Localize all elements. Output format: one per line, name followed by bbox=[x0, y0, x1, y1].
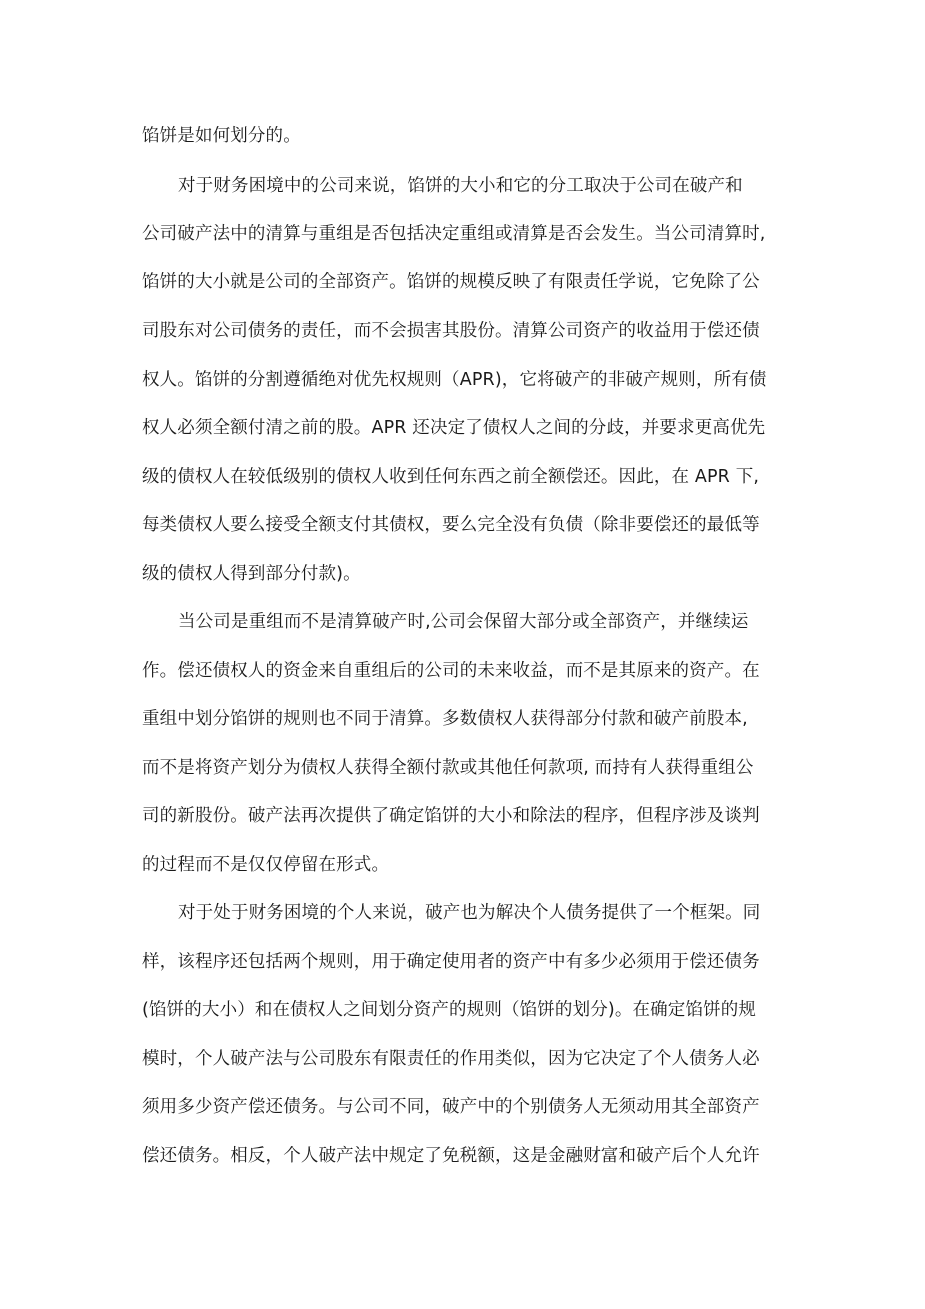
text-line: 权人必须全额付清之前的股。APR 还决定了债权人之间的分歧，并要求更高优先 bbox=[142, 418, 766, 438]
text-line: 馅饼的大小就是公司的全部资产。馅饼的规模反映了有限责任学说，它免除了公 bbox=[142, 272, 760, 292]
text-line: 而不是将资产划分为债权人获得全额付款或其他任何款项, 而持有人获得重组公 bbox=[142, 758, 754, 778]
text-line: 须用多少资产偿还债务。与公司不同，破产中的个别债务人无须动用其全部资产 bbox=[142, 1097, 760, 1117]
text-line: (馅饼的大小）和在债权人之间划分资产的规则（馅饼的划分)。在确定馅饼的规 bbox=[142, 1000, 757, 1020]
text-line: 的过程而不是仅仅停留在形式。 bbox=[142, 855, 390, 875]
text-line: 作。偿还债权人的资金来自重组后的公司的未来收益，而不是其原来的资产。在 bbox=[142, 661, 760, 681]
text-line: 馅饼是如何划分的。 bbox=[142, 126, 301, 146]
text-line: 级的债权人得到部分付款)。 bbox=[142, 564, 361, 584]
text-line: 模时，个人破产法与公司股东有限责任的作用类似，因为它决定了个人债务人必 bbox=[142, 1049, 760, 1069]
paragraph-first-line: 对于财务困境中的公司来说，馅饼的大小和它的分工取决于公司在破产和 bbox=[178, 176, 743, 196]
text-line: 重组中划分馅饼的规则也不同于清算。多数债权人获得部分付款和破产前股本, bbox=[142, 709, 748, 729]
text-line: 样，该程序还包括两个规则，用于确定使用者的资产中有多少必须用于偿还债务 bbox=[142, 952, 760, 972]
text-line: 公司破产法中的清算与重组是否包括决定重组或清算是否会发生。当公司清算时, bbox=[142, 224, 766, 244]
text-line: 偿还债务。相反，个人破产法中规定了免税额，这是金融财富和破产后个人允许 bbox=[142, 1146, 760, 1166]
text-line: 权人。馅饼的分割遵循绝对优先权规则（APR)，它将破产的非破产规则，所有债 bbox=[142, 370, 767, 390]
paragraph-first-line: 当公司是重组而不是清算破产时,公司会保留大部分或全部资产，并继续运 bbox=[178, 612, 749, 632]
text-line: 司股东对公司债务的责任，而不会损害其股份。清算公司资产的收益用于偿还债 bbox=[142, 321, 760, 341]
text-line: 级的债权人在较低级别的债权人收到任何东西之前全额偿还。因此，在 APR 下, bbox=[142, 467, 760, 487]
paragraph-first-line: 对于处于财务困境的个人来说，破产也为解决个人债务提供了一个框架。同 bbox=[178, 903, 761, 923]
text-line: 每类债权人要么接受全额支付其债权，要么完全没有负债（除非要偿还的最低等 bbox=[142, 515, 760, 535]
text-line: 司的新股份。破产法再次提供了确定馅饼的大小和除法的程序，但程序涉及谈判 bbox=[142, 806, 760, 826]
